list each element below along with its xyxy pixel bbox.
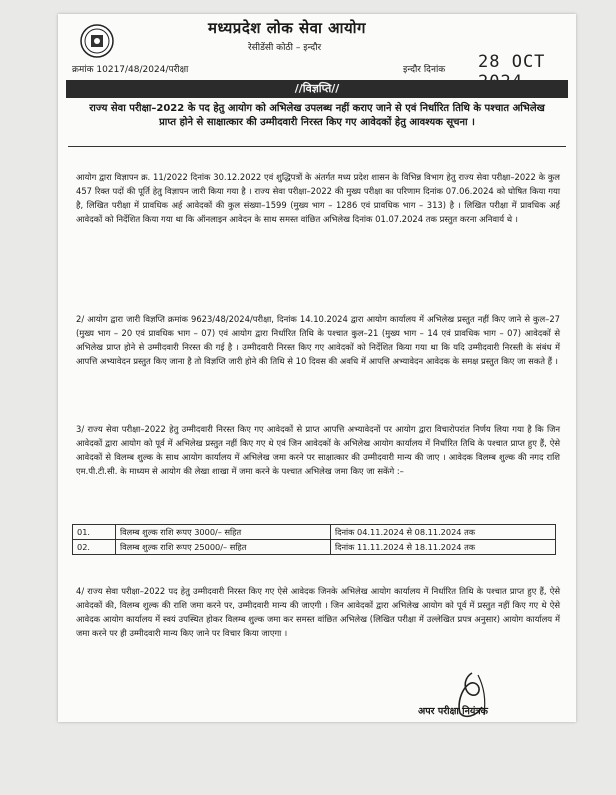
divider: [68, 146, 566, 147]
row-fee-amount: विलम्ब शुल्क राशि रूपए 25000/– सहित: [116, 540, 331, 555]
row-serial: 02.: [73, 540, 116, 555]
row-fee-amount: विलम्ब शुल्क राशि रूपए 3000/– सहित: [116, 525, 331, 540]
paragraph-4: 4/ राज्य सेवा परीक्षा–2022 पद हेतु उम्मीदवारी निरस्त किए गए ऐसे आवेदक जिनके अभिलेख आयोग कार्यालय में निर्धारित तिथि के पश्चात प्राप्त हुए हैं, ऐसे आवेदकों की, विलम्ब शुल्क की राशि जमा करने पर, उम्मीदवारी मान्य की जाएगी । जिन आवेदकों द्वारा अभिलेख आयोग को पूर्व में प्रस्तुत नहीं किए गए थे ऐसे आवेदक आयोग कार्यालय में स्वयं उपस्थित होकर विलम्ब शुल्क जमा कर समस्त वांछित अभिलेख (लिखित परीक्षा में उल्लेखित प्रपत्र अनुसार) आयोग कार्यालय में जमा करने पर ही उम्मीदवारी मान्य किए जाने पर विचार किया जाएगा ।: [76, 586, 560, 639]
row-fee-period: दिनांक 04.11.2024 से 08.11.2024 तक: [331, 525, 556, 540]
late-fee-table: [72, 524, 556, 555]
row-fee-period: दिनांक 11.11.2024 से 18.11.2024 तक: [331, 540, 556, 555]
paragraph-3: 3/ राज्य सेवा परीक्षा–2022 हेतु उम्मीदवारी निरस्त किए गए आवेदकों से प्राप्त आपत्ति अभ्यावेदनों पर आयोग द्वारा विचारोपरांत निर्णय लिया गया है कि जिन आवेदकों द्वारा आयोग को पूर्व में अभिलेख प्रस्तुत नहीं किए गए थे एवं जिन आवेदकों के अभिलेख आयोग कार्यालय में निर्धारित तिथि के पश्चात प्राप्त हुए हैं, ऐसे आवेदकों से विलम्ब शुल्क के साथ आयोग कार्यालय में अभिलेख जमा करने पर साक्षात्कार की उम्मीदवारी मान्य की जाए । आवेदक विलम्ब शुल्क की नगद राशि एम.पी.टी.सी. के माध्यम से आयोग की लेखा शाखा में जमा करने के पश्चात अभिलेख जमा किए जा सकेंगे :–: [76, 424, 560, 477]
notice-subject: राज्य सेवा परीक्षा–2022 के पद हेतु आयोग को अभिलेख उपलब्ध नहीं कराए जाने से एवं निर्धारित तिथि के पश्चात अभिलेख प्राप्त होने से साक्षात्कार की उम्मीदवारी निरस्त किए गए आवेदकों हेतु आवश्यक सूचना ।: [89, 103, 545, 128]
paragraph-1: आयोग द्वारा विज्ञापन क्र. 11/2022 दिनांक 30.12.2022 एवं शुद्धिपत्रों के अंतर्गत मध्य प्रदेश शासन के विभिन्न विभाग हेतु राज्य सेवा परीक्षा–2022 के कुल 457 रिक्त पदों की पूर्ति हेतु विज्ञापन जारी किया गया है । राज्य सेवा परीक्षा–2022 की मुख्य परीक्षा का परिणाम दिनांक 07.06.2024 को घोषित किया गया है, लिखित परीक्षा में प्रावधिक अर्ह आवेदकों की कुल संख्या–1599 (मुख्य भाग – 1286 एवं प्रावधिक भाग – 313) है । लिखित परीक्षा में प्रावधिक अर्ह आवेदकों को निर्देशित किया गया था कि ऑनलाइन आवेदन के साथ समस्त वांछित अभिलेख दिनांक 01.07.2024 तक प्रस्तुत करना अनिवार्य थे ।: [76, 172, 560, 225]
organization-address: रेसीडेंसी कोठी – इन्दौर: [248, 43, 322, 53]
notice-sheet: [58, 14, 576, 722]
table-row: [73, 525, 556, 540]
reference-number: क्रमांक 10217/48/2024/परीक्षा: [72, 65, 189, 75]
date-label: इन्दौर दिनांक: [403, 65, 446, 75]
notice-title: //विज्ञप्ति//: [66, 80, 568, 98]
organization-name: मध्यप्रदेश लोक सेवा आयोग: [208, 19, 366, 37]
table-row: [73, 540, 556, 555]
date-stamp: 28 OCT: [478, 52, 546, 72]
emblem-seal-icon: [80, 24, 114, 58]
signatory-title: अपर परीक्षा नियंत्रक: [418, 706, 488, 717]
row-serial: 01.: [73, 525, 116, 540]
paragraph-2: 2/ आयोग द्वारा जारी विज्ञप्ति क्रमांक 9623/48/2024/परीक्षा, दिनांक 14.10.2024 द्वारा आयोग कार्यालय में अभिलेख प्रस्तुत नहीं किए जाने से कुल–27 (मुख्य भाग – 20 एवं प्रावधिक भाग – 07) एवं आयोग द्वारा निर्धारित तिथि के पश्चात कुल–21 (मुख्य भाग – 14 एवं प्रावधिक भाग – 07) आवेदकों से अभिलेख प्राप्त होने से उम्मीदवारी निरस्त की गई है । उम्मीदवारी निरस्त किए गए आवेदकों को निर्देशित किया गया था कि यदि उम्मीदवारी निरस्ती के संबंध में आपत्ति अभ्यावेदन प्रस्तुत किए जाना है तो विज्ञप्ति जारी होने की तिथि से 10 दिवस की अवधि में आपत्ति अभ्यावेदन आवेदक के समक्ष प्रस्तुत किए जा सकते हैं ।: [76, 314, 560, 367]
